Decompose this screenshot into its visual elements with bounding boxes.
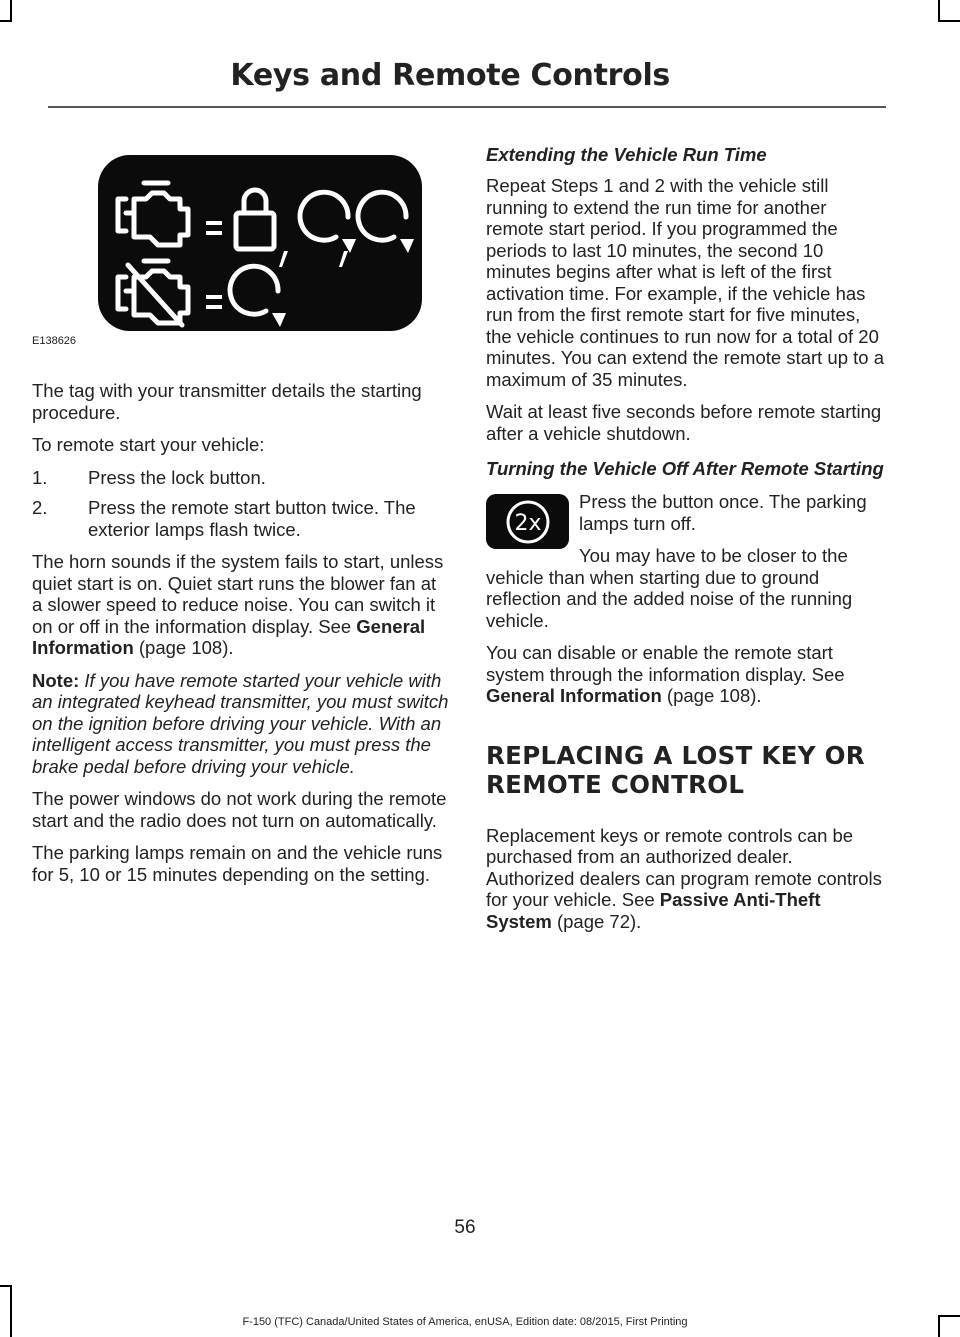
page-reference: (page 108). [133, 637, 234, 658]
press-twice-icon [486, 494, 569, 549]
note [32, 670, 450, 778]
paragraph [486, 825, 884, 933]
figure-code: E138626 [32, 335, 77, 347]
crop-mark [0, 20, 12, 22]
step-text: Press the lock button. [88, 466, 266, 488]
page-reference: (page 108). [661, 685, 762, 706]
crop-mark [10, 1285, 12, 1337]
crop-mark [938, 20, 960, 22]
paragraph: Press the button once. The parking lamps turn off. [579, 491, 867, 534]
cross-reference-link[interactable]: General Information [486, 685, 662, 706]
header-divider [48, 106, 886, 108]
paragraph-text: The horn sounds if the system fails to start, unless quiet start is on. Quiet start runs the blower fan at a slower speed to reduce noise. You can switch it on or off in the information display. See [32, 551, 444, 637]
list-item [32, 467, 450, 489]
page-reference: (page 72). [551, 910, 642, 932]
paragraph-text: You can disable or enable the remote start system through the information display. See [486, 642, 845, 685]
paragraph: The parking lamps remain on and the vehicle runs for 5, 10 or 15 minutes depending on the setting. [32, 842, 443, 885]
subheading: Turning the Vehicle Off After Remote Starting [486, 458, 884, 479]
paragraph: You may have to be closer to the vehicle than when starting due to ground reflection and the added noise of the running vehicle. [486, 545, 853, 631]
paragraph: To remote start your vehicle: [32, 434, 265, 455]
paragraph: Wait at least five seconds before remote starting after a vehicle shutdown. [486, 401, 882, 444]
note-label: Note: [32, 669, 80, 691]
cross-reference-link[interactable]: Passive Anti-Theft System [486, 889, 821, 932]
page-title: Keys and Remote Controls [230, 58, 670, 93]
crop-mark [938, 1315, 940, 1337]
cross-reference-link[interactable]: General Information [32, 615, 426, 658]
crop-mark [10, 0, 12, 22]
paragraph: The tag with your transmitter details the starting procedure. [32, 380, 422, 423]
footer-text: F-150 (TFC) Canada/United States of America, enUSA, Edition date: 08/2015, First Printing [242, 1316, 688, 1328]
section-heading-line: REPLACING A LOST KEY OR [486, 740, 865, 770]
crop-mark [0, 1285, 12, 1287]
right-column [486, 144, 884, 943]
step-number: 2. [32, 497, 48, 518]
step-number: 1. [32, 466, 48, 488]
icon-label: 2x [513, 510, 542, 536]
paragraph-text: Replacement keys or remote controls can be purchased from an authorized dealer. Authorized dealers can program remote controls for your vehicle. See [486, 824, 882, 910]
left-column [32, 150, 450, 896]
paragraph: The power windows do not work during the remote start and the radio does not turn on automatically. [32, 788, 447, 831]
section-heading [486, 741, 884, 799]
paragraph [32, 551, 450, 659]
list-item [32, 497, 450, 540]
subheading: Extending the Vehicle Run Time [486, 144, 767, 165]
indicator-figure [98, 155, 422, 331]
crop-mark [938, 1315, 960, 1317]
section-heading-line: REMOTE CONTROL [486, 769, 745, 799]
engine-indicator-icon [98, 155, 422, 331]
step-text: Press the remote start button twice. The exterior lamps flash twice. [88, 497, 416, 540]
paragraph [486, 642, 884, 707]
page-number: 56 [454, 1217, 476, 1238]
paragraph: Repeat Steps 1 and 2 with the vehicle still running to extend the run time for another remote start period. If you programmed the periods to last 10 minutes, the second 10 minutes begins after what is left of the first activation time. For example, if the vehicle has run from the first remote start for five minutes, the vehicle continues to run now for a total of 20 minutes. You can extend the remote start up to a maximum of 35 minutes. [486, 175, 885, 390]
note-text: If you have remote started your vehicle with an integrated keyhead transmitter, you must switch on the ignition before driving your vehicle. With an intelligent access transmitter, you must press the brake pedal before driving your vehicle. [32, 669, 449, 777]
press-twice-icon-graphic [493, 499, 563, 545]
steps-list [32, 467, 450, 541]
crop-mark [938, 0, 940, 22]
